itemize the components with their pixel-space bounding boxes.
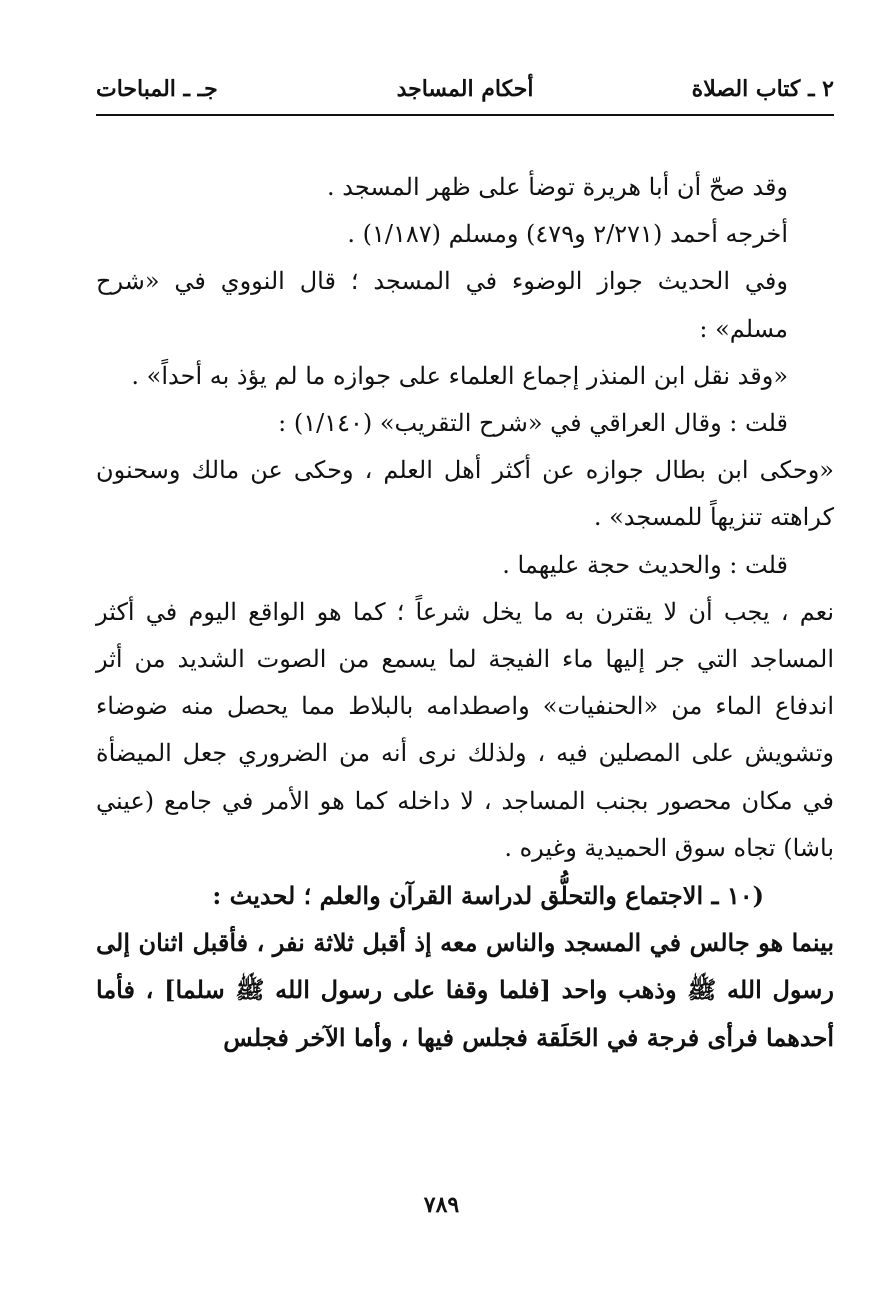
header-chapter: ٢ ـ كتاب الصلاة (691, 76, 834, 102)
paragraph-2: أخرجه أحمد (٢/٢٧١ و٤٧٩) ومسلم (١/١٨٧) . (347, 220, 788, 249)
section-heading: (١٠ ـ الاجتماع والتحلُّق لدراسة القرآن والعلم ؛ لحديث : (212, 881, 764, 911)
page-body (96, 164, 834, 1061)
paragraph-6: «وحكى ابن بطال جوازه عن أكثر أهل العلم ، وحكى عن مالك وسحنون كراهته تنزيهاً للمسجد» . (96, 456, 834, 532)
running-header (96, 72, 834, 112)
paragraph-7: قلت : والحديث حجة عليهما . (502, 550, 788, 579)
paragraph-5: قلت : وقال العراقي في «شرح التقريب» (١/١٤٠) : (278, 409, 788, 438)
header-rule (96, 114, 834, 116)
header-section: جـ ـ المباحات (96, 76, 218, 102)
hadith-text: بينما هو جالس في المسجد والناس معه إذ أقبل ثلاثة نفر ، فأقبل اثنان إلى رسول الله ﷺ وذهب واحد [فلما وقفا على رسول الله ﷺ سلما] ، فأما أحدهما فرأى فرجة في الحَلَقة فجلس فيها ، وأما الآخر فجلس (96, 928, 834, 1052)
paragraph-4: «وقد نقل ابن المنذر إجماع العلماء على جوازه ما لم يؤذ به أحداً» . (131, 361, 788, 390)
paragraph-3: وفي الحديث جواز الوضوء في المسجد ؛ قال النووي في «شرح مسلم» : (96, 267, 788, 343)
page-number: ٧٨٩ (423, 1192, 460, 1218)
paragraph-1: وقد صحّ أن أبا هريرة توضأ على ظهر المسجد . (327, 173, 788, 201)
paragraph-8: نعم ، يجب أن لا يقترن به ما يخل شرعاً ؛ كما هو الواقع اليوم في أكثر المساجد التي جر إليها ماء الفيجة لما يسمع من الصوت الشديد من أثر اندفاع الماء من «الحنفيات» واصطدامه بالبلاط مما يحصل منه ضوضاء وتشويش على المصلين فيه ، ولذلك نرى أنه من الضروري جعل الميضأة في مكان محصور بجنب المساجد ، لا داخله كما هو الأمر في جامع (عيني باشا) تجاه سوق الحميدية وغيره . (96, 597, 834, 862)
header-title: أحكام المساجد (396, 76, 534, 102)
